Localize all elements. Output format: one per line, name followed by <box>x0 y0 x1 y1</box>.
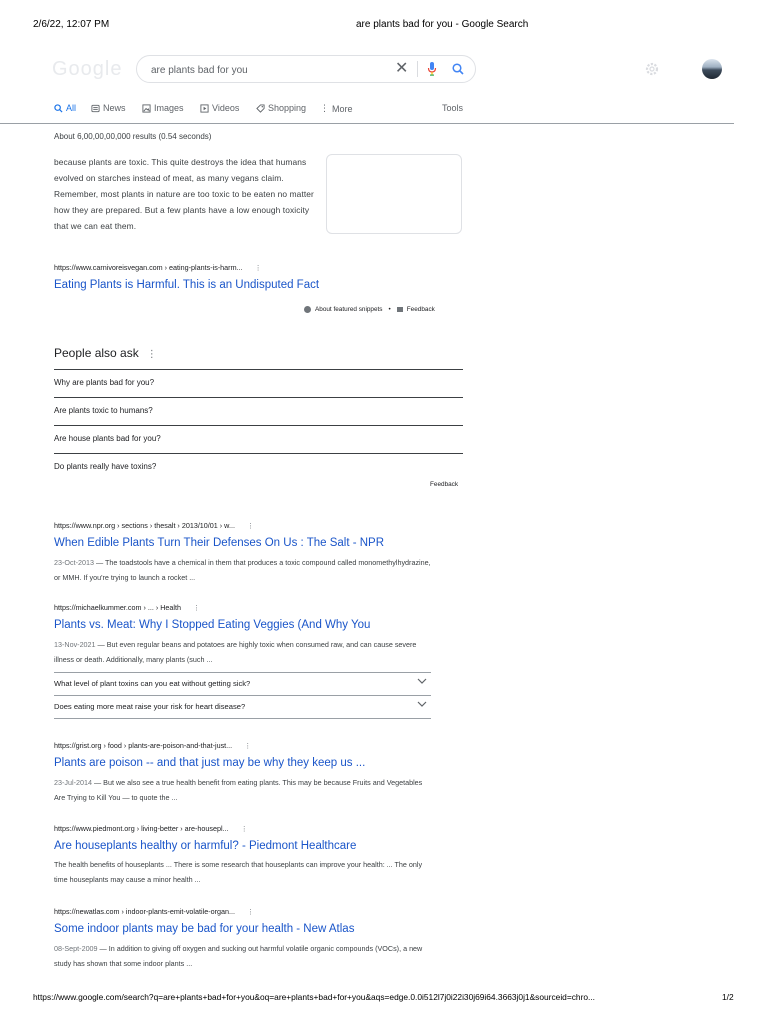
result-title-link[interactable]: Plants are poison -- and that just may be why they keep us ... <box>54 757 366 769</box>
cite-url: https://www.piedmont.org › living-better › are-housepl... <box>54 824 229 833</box>
search-box[interactable] <box>136 55 476 83</box>
chevron-down-icon <box>417 677 427 687</box>
paa-question[interactable]: Are house plants bad for you? <box>54 434 161 443</box>
cite-url: https://newatlas.com › indoor-plants-emit-volatile-organ... <box>54 907 235 916</box>
cite-url: https://michaelkummer.com › ... › Health <box>54 603 182 612</box>
paa-question[interactable]: Why are plants bad for you? <box>54 378 155 387</box>
tools-label: Tools <box>442 103 464 113</box>
date-separator: — <box>97 944 109 953</box>
date-separator: — <box>93 558 106 567</box>
avatar[interactable] <box>702 59 722 79</box>
result-cite <box>54 741 251 750</box>
accordion-question[interactable] <box>54 702 431 711</box>
date-separator: — <box>91 778 104 787</box>
tab-label: More <box>332 103 353 114</box>
paa-divider <box>54 453 463 454</box>
result-snippet-text: The toadstools have a chemical in them that produces a toxic compound called monomethylhydrazine, or MMH. If you're trying to launch a rocket ... <box>54 558 431 582</box>
tab-label: All <box>66 103 77 113</box>
more-vert-icon[interactable]: ⋮ <box>254 263 262 272</box>
gear-icon[interactable] <box>644 61 660 82</box>
cite-url: https://www.carnivoreisvegan.com › eating-plants-is-harm... <box>54 263 243 272</box>
featured-snippet-image[interactable] <box>326 154 462 234</box>
tab-label: Images <box>154 103 184 113</box>
result-date: 23-Jul-2014 <box>54 778 92 787</box>
tab-videos[interactable] <box>200 103 239 113</box>
result-snippet <box>54 555 434 585</box>
more-vert-icon[interactable]: ⋮ <box>240 824 248 833</box>
info-icon <box>304 306 311 313</box>
chevron-down-icon <box>417 700 427 710</box>
result-snippet <box>54 637 432 667</box>
tab-shopping[interactable] <box>256 103 306 113</box>
people-also-ask-title <box>54 346 157 360</box>
tab-label: Shopping <box>268 103 307 113</box>
google-logo[interactable]: Google <box>52 58 123 80</box>
paa-heading: People also ask <box>54 346 139 360</box>
paa-divider <box>54 425 463 426</box>
paa-question[interactable]: Are plants toxic to humans? <box>54 406 153 415</box>
more-vert-icon[interactable]: ⋮ <box>146 349 157 360</box>
accordion-question-text: What level of plant toxins can you eat without getting sick? <box>54 679 251 688</box>
clear-icon[interactable]: ✕ <box>395 60 409 77</box>
featured-snippet-cite <box>54 263 262 272</box>
tab-label: News <box>103 103 126 113</box>
result-title-link[interactable]: Plants vs. Meat: Why I Stopped Eating Veggies (And Why You <box>54 619 371 631</box>
paa-question[interactable]: Do plants really have toxins? <box>54 462 157 471</box>
result-snippet-text: But even regular beans and potatoes are highly toxic when consumed raw, and can cause severe illness or death. Additionally, many plants (such ... <box>54 640 417 664</box>
tag-icon <box>256 104 265 113</box>
paa-feedback-link[interactable]: Feedback <box>430 481 459 488</box>
result-title-link[interactable]: Are houseplants healthy or harmful? - Piedmont Healthcare <box>54 840 357 852</box>
result-snippet <box>54 941 434 971</box>
accordion-divider <box>54 672 431 673</box>
bullet-separator: • <box>388 306 391 313</box>
search-input[interactable] <box>149 61 383 79</box>
result-cite <box>54 603 200 612</box>
result-cite <box>54 824 248 833</box>
video-icon <box>200 104 209 113</box>
tabs-divider <box>0 123 734 124</box>
accordion-question[interactable] <box>54 679 431 688</box>
mic-icon[interactable] <box>427 61 437 82</box>
accordion-divider <box>54 718 431 719</box>
featured-snippet-feedback-link[interactable]: Feedback <box>406 306 435 313</box>
tab-images[interactable] <box>142 103 184 113</box>
cite-url: https://www.npr.org › sections › thesalt › 2013/10/01 › w... <box>54 521 235 530</box>
result-title-link[interactable]: Some indoor plants may be bad for your health - New Atlas <box>54 923 355 935</box>
about-featured-snippets-link[interactable]: About featured snippets <box>315 306 383 313</box>
tab-more[interactable] <box>320 103 353 114</box>
accordion-divider <box>54 695 431 696</box>
result-snippet-text: In addition to giving off oxygen and sucking out harmful volatile organic compounds (VOCs), a new study has shown that some indoor plants ... <box>54 944 423 968</box>
date-separator: — <box>95 640 107 649</box>
result-snippet-text: The health benefits of houseplants ... There is some research that houseplants can improve your health: ... The only time houseplants may cause a minor health ... <box>54 860 423 884</box>
result-date: 08-Sept-2009 <box>54 944 98 953</box>
more-vert-icon[interactable]: ⋮ <box>246 907 255 916</box>
featured-snippet-link[interactable]: Eating Plants is Harmful. This is an Undisputed Fact <box>54 279 320 291</box>
more-vert-icon[interactable]: ⋮ <box>193 603 201 612</box>
print-datetime: 2/6/22, 12:07 PM <box>33 19 110 30</box>
tab-label: Videos <box>212 103 240 113</box>
result-snippet <box>54 857 434 887</box>
print-page-number: 1/2 <box>722 992 734 1002</box>
print-page-title: are plants bad for you - Google Search <box>356 19 529 30</box>
feedback-icon <box>397 307 403 312</box>
result-stats: About 6,00,00,00,000 results (0.54 seconds) <box>54 132 212 141</box>
tab-all[interactable] <box>54 103 76 113</box>
result-title-link[interactable]: When Edible Plants Turn Their Defenses On Us : The Salt - NPR <box>54 537 385 549</box>
tools-button[interactable] <box>442 103 463 113</box>
search-box-divider <box>417 61 418 77</box>
search-icon <box>54 104 63 113</box>
paa-divider <box>54 397 463 398</box>
image-icon <box>142 104 151 113</box>
result-snippet-text: But we also see a true health benefit from eating plants. This may be because Fruits and Vegetables Are Trying to Kill You — to quote the ... <box>54 778 423 802</box>
more-vert-icon[interactable]: ⋮ <box>246 521 255 530</box>
more-vert-icon: ⋮ <box>320 103 329 113</box>
result-cite <box>54 521 254 530</box>
search-icon[interactable] <box>451 61 465 82</box>
featured-snippet-text: because plants are toxic. This quite destroys the idea that humans evolved on starches instead of meat, as many vegans claim. Remember, most plants in nature are too toxic to be eaten no matter how they are prepared. But a few plants have a low enough toxicity that we can eat them. <box>54 157 314 231</box>
tab-news[interactable] <box>91 103 126 113</box>
print-footer-url: https://www.google.com/search?q=are+plants+bad+for+you&oq=are+plants+bad+for+you&aqs=edge.0.0i512l7j0i22i30j69i64.3663j0j1&sourceid=chro... <box>33 992 595 1002</box>
result-date: 13-Nov-2021 <box>54 640 96 649</box>
featured-snippet-footer <box>304 306 435 313</box>
news-icon <box>91 104 100 113</box>
result-date: 23-Oct-2013 <box>54 558 94 567</box>
accordion-question-text: Does eating more meat raise your risk for heart disease? <box>54 702 246 711</box>
cite-url: https://grist.org › food › plants-are-poison-and-that-just... <box>54 741 233 750</box>
more-vert-icon[interactable]: ⋮ <box>244 741 252 750</box>
result-snippet <box>54 775 434 805</box>
result-cite <box>54 907 254 916</box>
paa-divider <box>54 369 463 370</box>
